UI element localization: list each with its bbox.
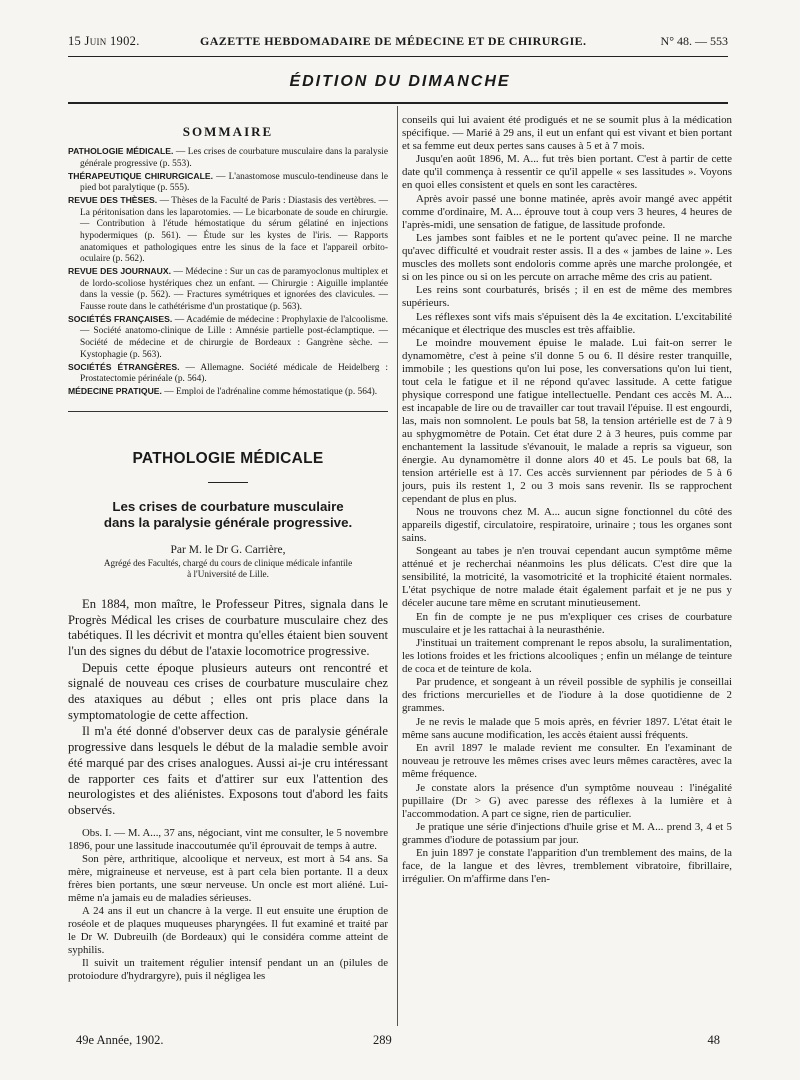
- right-column: [402, 114, 732, 887]
- volume-year: 49e Année, 1902.: [76, 1033, 164, 1047]
- body-paragraph: En avril 1897 le malade revient me consulter. En l'examinant de nouveau je retrouve les mêmes crises avec leurs mêmes caractères, avec la même fréquence.: [402, 742, 732, 781]
- observation-paragraph: Son père, arthritique, alcoolique et nerveux, est mort à 54 ans. Sa mère, migraineuse et nerveuse, est à part cela bien portante. Il a deux frères bien portants, une sœur nerveuse. Un oncle est mort aliéné. Lui-même n'a jamais eu de maladies sérieuses.: [68, 852, 388, 904]
- body-paragraph: Je constate alors la présence d'un symptôme nouveau : l'inégalité pupillaire (Dr > G) avec paresse des réflexes à la lumière et à l'accommodation. A part ce signe, rien de particulier.: [402, 781, 732, 820]
- body-paragraph: Les reins sont courbaturés, brisés ; il en est de même des membres supérieurs.: [402, 284, 732, 310]
- article-intro: [68, 597, 388, 819]
- intro-paragraph: Il m'a été donné d'observer deux cas de paralysie générale progressive dans lesquels le début de la maladie semble avoir été marqué par des crises analogues. Aussi ai-je cru intéressant de rapporter ces faits et d'attirer sur eux l'attention des neurologistes et des aliénistes. Exposons tout d'abord les faits observés.: [68, 724, 388, 817]
- body-paragraph: En juin 1897 je constate l'apparition d'un tremblement des mains, de la face, de la langue et des lèvres, tremblement vibratoire, fibrillaire, irrégulier. On m'affirme dans l'en-: [402, 847, 732, 886]
- affiliation-line: Agrégé des Facultés, chargé du cours de clinique médicale infantile: [103, 557, 353, 568]
- sommaire-text: — Allemagne. Société médicale de Heidelberg : Prostatectomie périnéale (p. 564).: [80, 362, 388, 385]
- left-column: [68, 110, 388, 984]
- affiliation-line: à l'Université de Lille.: [187, 568, 269, 579]
- observation-paragraph: Obs. I. — M. A..., 37 ans, négociant, vint me consulter, le 5 novembre 1896, pour une lassitude inaccoutumée qu'il éprouvait de temps à autre.: [68, 826, 388, 852]
- sommaire-text: — L'anastomose musculo-tendineuse dans le pied bot paralytique (p. 555).: [80, 171, 388, 194]
- body-paragraph: Après avoir passé une bonne matinée, après avoir mangé avec appétit comme d'ordinaire, M. A... éprouve tout à coup vers 3 heures, 4 heures de l'après-midi, une sensation de fatigue, de lassitude profonde.: [402, 192, 732, 231]
- body-paragraph: Le moindre mouvement épuise le malade. Lui fait-on serrer le dynamomètre, c'est à peine s'il donne 5 ou 6. Il désire rester tranquille, immobile ; les questions qu'on lui pose, les conversations qu'on lui tient, tout cela le fatigue et il ne répond qu'avec lassitude. A cette fatigue physique correspond une fatigue intellectuelle. Pendant ces accès M. A... est incapable de lire ou de travailler car tout travail l'épuise. Il est engourdi, las, mais non somnolent. Le pouls bat 58, la tension artérielle est de 7 à 9 au sphygmomètre de Potain. Cet état dure 2 à 3 heures, puis comme par enchantement la lassitude s'évanouit, le malade a repris sa vigueur, son énergie. Au dynamomètre il donne alors 40 et 45. Le pouls bat 68, la tension artérielle est à 17. Ces accès surviennent par périodes de 5 à 6 jours, puis ils restent 1, 2 ou 3 mois sans revenir. Ils se rapprochent cependant de plus en plus.: [402, 337, 732, 505]
- body-paragraph: Les réflexes sont vifs mais s'épuisent dès la 4e excitation. L'excitabilité mécanique et électrique des muscles est très affaiblie.: [402, 310, 732, 336]
- sommaire-text: — Les crises de courbature musculaire dans la paralysie générale progressive (p. 553).: [80, 147, 388, 169]
- sommaire-heading: MÉDECINE PRATIQUE.: [68, 386, 162, 397]
- sommaire-entry: [68, 266, 388, 313]
- sommaire-list: [68, 146, 388, 399]
- observation-text: [68, 827, 388, 983]
- issue-page-number: N° 48. — 553: [660, 34, 728, 48]
- sommaire-entry: [68, 314, 388, 361]
- sommaire-heading: SOCIÉTÉS FRANÇAISES.: [68, 313, 173, 324]
- journal-title: GAZETTE HEBDOMADAIRE DE MÉDECINE ET DE CHIRURGIE.: [200, 34, 587, 48]
- byline: Par M. le Dr G. Carrière,: [170, 543, 286, 556]
- sommaire-text: — Thèses de la Faculté de Paris : Diastasis des vertèbres. — La péritonisation dans les laparotomies. — Le bicarbonate de soude en chirurgie. — Contribution à l'étude hémostatique du sérum gélatiné en injections hypodermiques (p. 561). — Étude sur les kystes de l'iris. — Rapports anatomiques et pathologiques entre les sinus de la face et l'appareil orbito-oculaire (p. 562).: [80, 196, 388, 265]
- body-paragraph: Les jambes sont faibles et ne le portent qu'avec peine. Il ne marche qu'avec difficulté et voudrait rester assis. Il a des « jambes de laine ». Les muscles des mollets sont endoloris comme après une marche prolongée, et si on les pince ou si on les percute on arrache même des cris au patient.: [402, 232, 732, 283]
- body-paragraph: Je ne revis le malade que 5 mois après, en février 1897. L'état était le même sans aucune modification, les accès étaient aussi fréquents.: [402, 715, 732, 741]
- sommaire-entry: [68, 362, 388, 386]
- section-rule: [208, 482, 248, 483]
- body-paragraph: Jusqu'en août 1896, M. A... fut très bien portant. C'est à partir de cette date qu'il commença à ressentir ce qu'il appelle « ses lassitudes ». Voyons en quoi elles consistent et quels en sont les caractères.: [402, 153, 732, 192]
- issue-date: 15 Juin 1902.: [68, 34, 140, 48]
- body-paragraph: conseils qui lui avaient été prodigués et ne se soumit plus à la médication spécifique. — Marié à 29 ans, il eut un enfant qui est vivant et bien portant et sa femme eut deux pertes sans causes à 5 et à 7 mois.: [402, 114, 732, 152]
- sommaire-entry: [68, 146, 388, 170]
- page-footer: [68, 1033, 728, 1051]
- section-title: PATHOLOGIE MÉDICALE: [132, 449, 324, 467]
- sommaire-text: — Académie de médecine : Prophylaxie de l'alcoolisme. — Société anatomo-clinique de Lille : Amnésie partielle post-éclamptique. — Société de médecine et de chirurgie de Bordeaux : Gangrène sèche. — Kystophagie (p. 563).: [80, 314, 388, 360]
- body-paragraph: Nous ne trouvons chez M. A... aucun signe fonctionnel du côté des appareils digestif, circulatoire, respiratoire, urinaire ; tous les organes sont sains.: [402, 506, 732, 544]
- body-paragraph: Par prudence, et songeant à un réveil possible de syphilis je conseillai des frictions mercurielles et de l'iodure à la dose quotidienne de 2 grammes.: [402, 676, 732, 715]
- body-paragraph: Je pratique une série d'injections d'huile grise et M. A... prend 3, 4 et 5 grammes d'iodure de potassium par jour.: [402, 820, 732, 846]
- article-title-line: dans la paralysie générale progressive.: [103, 515, 353, 531]
- observation-paragraph: Il suivit un traitement régulier intensif pendant un an (pilules de protoiodure d'hydrargyre), puis il négligea les: [68, 957, 388, 983]
- article-title-line: Les crises de courbature musculaire: [112, 498, 344, 514]
- sommaire-heading: REVUE DES JOURNAUX.: [68, 266, 171, 277]
- column-divider: [397, 106, 398, 1026]
- article-title: [68, 499, 388, 532]
- observation-paragraph: A 24 ans il eut un chancre à la verge. Il eut ensuite une éruption de roséole et de plaques muqueuses pharyngées. Il fut examiné et traité par le Dr W. Dubreuilh (de Bordeaux) qui le considéra comme atteint de syphilis.: [68, 905, 388, 956]
- sommaire-entry: [68, 386, 388, 399]
- intro-paragraph: Depuis cette époque plusieurs auteurs ont rencontré et signalé de nouveau ces crises de courbature musculaire chez des ataxiques au début ; elles ont pris place dans la symptomatologie de cette affection.: [68, 660, 388, 722]
- body-paragraph: En fin de compte je ne pus m'expliquer ces crises de courbature musculaire et je les rattachai à la neurasthénie.: [402, 610, 732, 636]
- sommaire-text: — Emploi de l'adrénaline comme hémostatique (p. 564).: [161, 387, 378, 398]
- intro-paragraph: En 1884, mon maître, le Professeur Pitres, signala dans le Progrès Médical les crises de courbature musculaire chez des tabétiques. Il les décrivit et montra qu'elles étaient bien souvent l'un des signes du début de l'ataxie locomotrice progressive.: [68, 596, 388, 658]
- header-rule: [68, 56, 728, 57]
- sommaire-heading: REVUE DES THÈSES.: [68, 195, 158, 206]
- page-number: 289: [373, 1033, 392, 1047]
- edition-title: ÉDITION DU DIMANCHE: [289, 73, 511, 90]
- sommaire-text: — Médecine : Sur un cas de paramyoclonus multiplex et de lordo-scoliose hystériques chez un enfant. — Chirurgie : Aiguille implantée dans la vessie (p. 562). — Fractures symétriques et ignorées des clavicules. — Fausse route dans le cathétérisme d'un prostatique (p. 563).: [80, 267, 388, 312]
- body-paragraph: J'instituai un traitement comprenant le repos absolu, la suralimentation, les lotions froides et les frictions alcooliques ; enfin un mélange de teinture de coca et de teinture de kola.: [402, 637, 732, 676]
- sommaire-entry: [68, 195, 388, 266]
- sommaire-heading: THÉRAPEUTIQUE CHIRURGICALE.: [68, 170, 213, 181]
- sommaire-heading: SOCIÉTÉS ÉTRANGÈRES.: [68, 361, 180, 372]
- affiliation: [68, 558, 388, 580]
- observation-continued: [402, 114, 732, 886]
- sommaire-heading: PATHOLOGIE MÉDICALE.: [68, 146, 174, 156]
- body-paragraph: Songeant au tabes je n'en trouvai cependant aucun symptôme même atténué et je recherchai néanmoins les plus délicats. C'est dire que la sensibilité, la motricité, la vasomotricité et la trophicité étaient normales. L'état psychique de notre malade était également parfait et je ne pus y déceler aucune tare même en scrutant minutieusement.: [402, 545, 732, 610]
- sheet-number: 48: [707, 1033, 720, 1047]
- sommaire-title: SOMMAIRE: [182, 124, 274, 139]
- sommaire-rule: [68, 411, 388, 412]
- edition-rule: [68, 102, 728, 104]
- running-head: [68, 34, 728, 52]
- sommaire-entry: [68, 171, 388, 195]
